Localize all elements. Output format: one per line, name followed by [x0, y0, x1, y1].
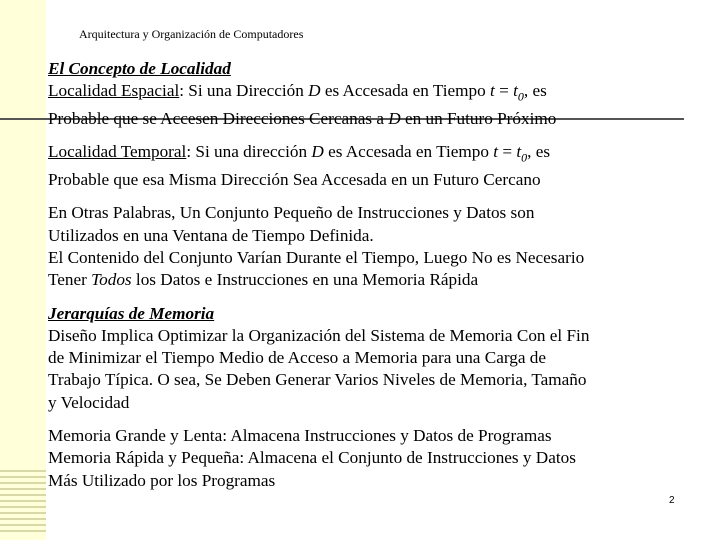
spatial-line-2: Probable que se Accesen Direcciones Cercanas a D en un Futuro Próximo [48, 109, 557, 129]
temporal-line-1: Localidad Temporal: Si una dirección D es Accesada en Tiempo $t = t_0$, es [48, 142, 551, 165]
spatial-line-1: Localidad Espacial: Si una Dirección D es Accesada en Tiempo $t = t_0$, es [48, 81, 547, 104]
slide-content [48, 58, 708, 492]
heading-hierarchy: Jerarquías de Memoria [48, 303, 215, 323]
section-memory-types: Memoria Grande y Lenta: Almacena Instrucciones y Datos de Programas Memoria Rápida y Pequeña: Almacena el Conjunto de Instrucciones y Datos Más Utilizado por los Programas [48, 426, 576, 490]
sidebar-rules [0, 0, 46, 540]
section-temporal [48, 141, 708, 191]
page-header: Arquitectura y Organización de Computadores [79, 27, 304, 41]
section-in-other-words: En Otras Palabras, Un Conjunto Pequeño de Instrucciones y Datos son Utilizados en una Ventana de Tiempo Definida. El Contenido del Conjunto Varían Durante el Tiempo, Luego No es Necesario Tener Todos los Datos e Instrucciones en una Memoria Rápida [48, 203, 585, 290]
section-hierarchy: Jerarquías de Memoria Diseño Implica Optimizar la Organización del Sistema de Memoria Con el Fin de Minimizar el Tiempo Medio de Acceso a Memoria para una Carga de Trabajo Típica. O sea, Se Deben Generar Varios Niveles de Memoria, Tamaño y Velocidad [48, 303, 708, 414]
page-number: 2 [669, 495, 675, 506]
section-locality [48, 58, 708, 130]
term-temporal: Localidad Temporal [48, 142, 187, 162]
heading-locality: El Concepto de Localidad [48, 59, 231, 78]
term-spatial: Localidad Espacial [48, 81, 180, 101]
temporal-line-2: Probable que esa Misma Dirección Sea Accesada en un Futuro Cercano [48, 170, 541, 190]
